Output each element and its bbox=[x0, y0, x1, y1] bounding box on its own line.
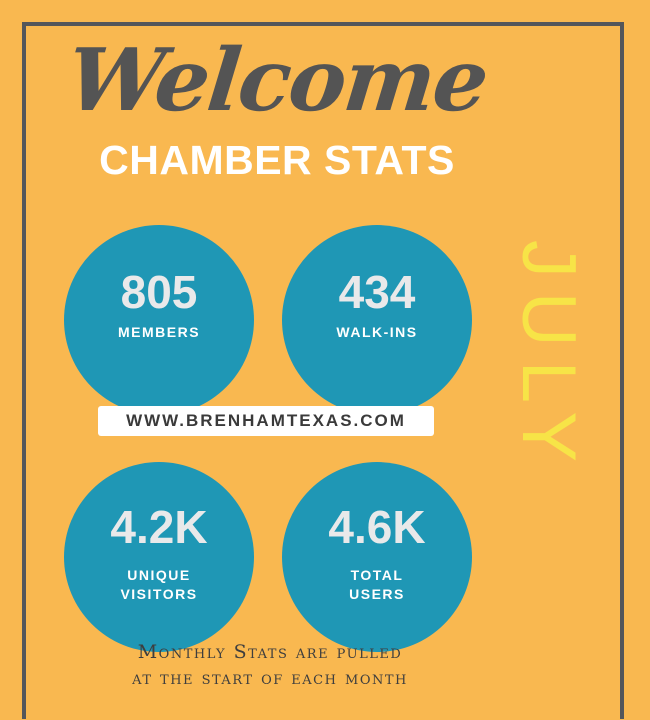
total-users-stat bbox=[282, 462, 472, 652]
month-label bbox=[506, 222, 591, 494]
footer-note-line2: at the start of each month bbox=[132, 667, 408, 689]
footer-note-line1: Monthly Stats are pulled bbox=[137, 641, 403, 663]
website-link[interactable]: WWW.BRENHAMTEXAS.COM bbox=[98, 406, 434, 436]
total-users-label-line2: USERS bbox=[349, 586, 405, 602]
walk-ins-value: 434 bbox=[338, 266, 416, 318]
total-users-value: 4.6K bbox=[328, 501, 426, 553]
unique-visitors-value: 4.2K bbox=[110, 501, 208, 553]
unique-visitors-label-line2: VISITORS bbox=[120, 586, 198, 602]
members-value: 805 bbox=[120, 266, 198, 318]
chamber-stats-subtitle: CHAMBER STATS bbox=[99, 137, 455, 183]
members-stat bbox=[64, 225, 254, 415]
unique-visitors-stat bbox=[64, 462, 254, 652]
month-text: JULY bbox=[506, 239, 591, 477]
walk-ins-stat bbox=[282, 225, 472, 415]
walk-ins-label: WALK-INS bbox=[336, 324, 418, 340]
total-users-label-line1: TOTAL bbox=[350, 567, 404, 583]
welcome-title: Welcome bbox=[62, 30, 492, 131]
unique-visitors-label-line1: UNIQUE bbox=[127, 567, 191, 583]
members-label: MEMBERS bbox=[117, 324, 201, 340]
